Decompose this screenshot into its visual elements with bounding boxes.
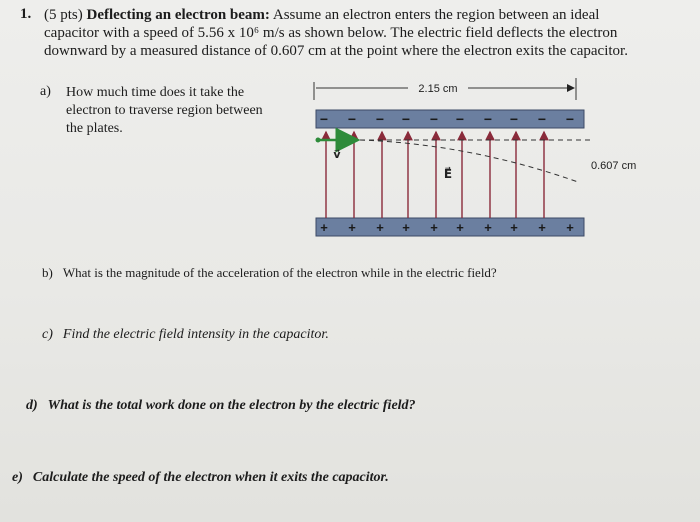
- electron-entry: [316, 138, 359, 162]
- problem-statement: [44, 6, 644, 60]
- question-c-label: c): [42, 327, 53, 342]
- plus-sign: +: [484, 220, 492, 235]
- problem-number: 1.: [20, 6, 32, 22]
- electron-trajectory: [360, 140, 578, 182]
- length-dimension: [314, 78, 576, 100]
- question-d-text: What is the total work done on the electron by the electric field?: [47, 398, 416, 413]
- plus-sign: +: [348, 220, 356, 235]
- electron: [316, 138, 321, 143]
- minus-sign: −: [483, 111, 493, 127]
- minus-sign: −: [455, 111, 465, 127]
- question-c: [42, 327, 329, 343]
- plus-sign: +: [376, 220, 384, 235]
- minus-sign: −: [509, 111, 519, 127]
- question-c-text: Find the electric field intensity in the capacitor.: [62, 327, 329, 342]
- question-d-label: d): [26, 398, 38, 413]
- minus-sign: −: [319, 111, 329, 127]
- question-e-text: Calculate the speed of the electron when it exits the capacitor.: [32, 470, 389, 485]
- problem-points: (5 pts): [44, 7, 83, 23]
- question-a-label: a): [40, 84, 51, 99]
- velocity-label: v⃗: [333, 149, 341, 161]
- minus-sign: −: [565, 111, 575, 127]
- field-label: E⃗: [443, 167, 453, 181]
- question-b: [42, 265, 497, 281]
- bottom-plate: [316, 218, 584, 236]
- minus-sign: −: [537, 111, 547, 127]
- plus-sign: +: [510, 220, 518, 235]
- minus-sign: −: [347, 111, 357, 127]
- length-label: 2.15 cm: [418, 83, 458, 95]
- plus-sign: +: [456, 220, 464, 235]
- plus-sign: +: [538, 220, 546, 235]
- question-b-label: b): [42, 265, 53, 280]
- plus-sign: +: [430, 220, 438, 235]
- question-e-label: e): [12, 470, 23, 485]
- field-lines: [326, 132, 544, 218]
- question-e: [12, 470, 389, 486]
- question-b-text: What is the magnitude of the acceleration of the electron while in the electric field?: [62, 265, 497, 280]
- question-d: [26, 398, 416, 414]
- plus-sign: +: [402, 220, 410, 235]
- deflection-label: 0.607 cm: [591, 160, 637, 172]
- minus-sign: −: [375, 111, 385, 127]
- plus-sign: +: [566, 220, 574, 235]
- minus-sign: −: [429, 111, 439, 127]
- question-a-text: How much time does it take the electron to traverse region between the plates.: [66, 85, 263, 136]
- plus-sign: +: [320, 220, 328, 235]
- minus-sign: −: [401, 111, 411, 127]
- capacitor-diagram: [300, 78, 600, 248]
- problem-body: Assume an electron enters the region between an ideal capacitor with a speed of 5.56 x 10⁶ m/s as shown below. The electric field deflects the electron downward by a measured distance of 0.607 cm at the point where the electron exits the capacitor.: [44, 7, 628, 59]
- top-plate: [316, 110, 584, 128]
- problem-heading: Deflecting an electron beam:: [86, 7, 270, 23]
